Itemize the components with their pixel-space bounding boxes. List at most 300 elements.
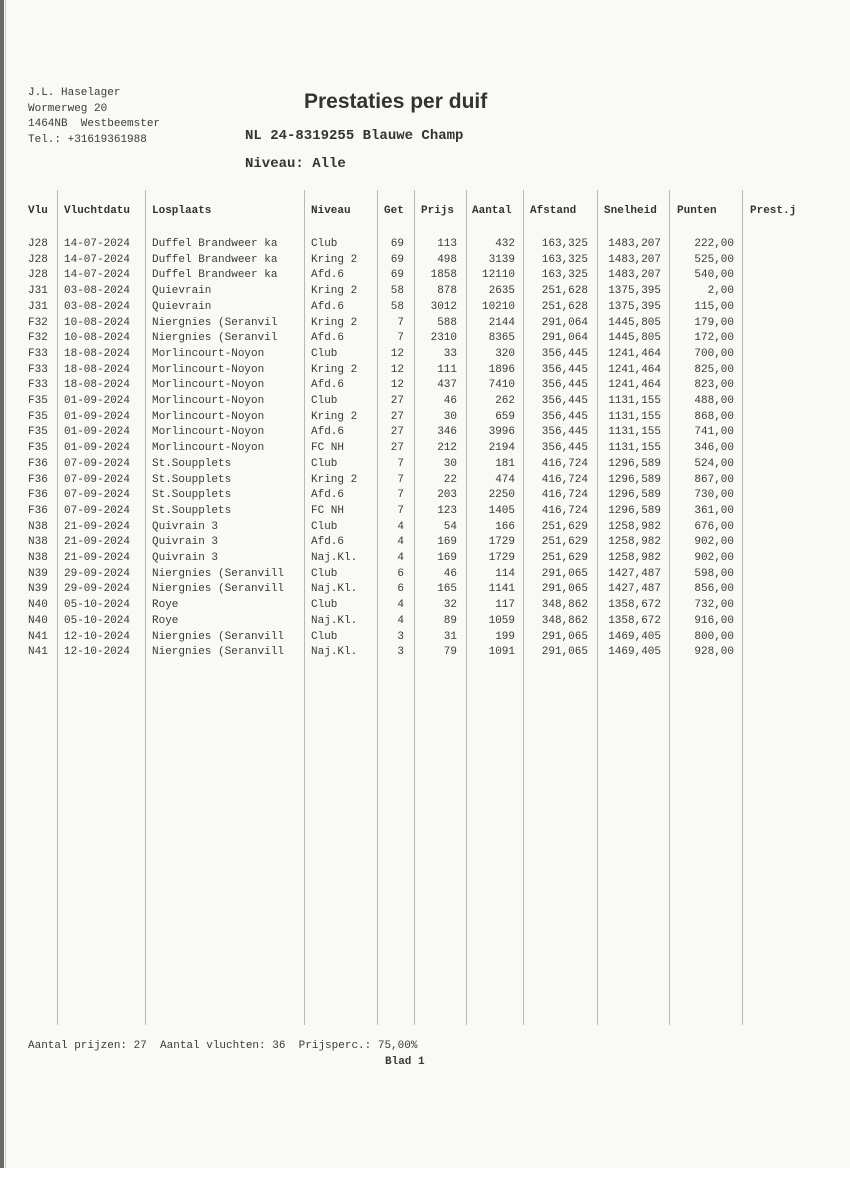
cell-losplaats: Quivrain 3 [152,520,219,533]
cell-niveau: Naj.Kl. [311,614,358,627]
header-losplaats: Losplaats [152,205,212,217]
cell-aantal: 117 [495,599,515,612]
header-prestatie: Prest.j [750,205,797,217]
table-row [0,254,850,270]
cell-afstand: 416,724 [541,457,588,470]
owner-name: J.L. Haselager [28,87,121,99]
cell-niveau: Kring 2 [311,316,358,329]
cell-snelheid: 1358,672 [608,599,661,612]
cell-vlu: J28 [28,238,48,250]
cell-aantal: 1141 [488,583,515,596]
cell-snelheid: 1483,207 [608,238,661,250]
cell-aantal: 3996 [488,426,515,439]
cell-vluchtdatum: 14-07-2024 [64,269,131,282]
table-row [0,489,850,505]
cell-prijs: 212 [437,442,457,455]
cell-get: 58 [390,300,404,313]
cell-get: 4 [397,552,404,564]
cell-losplaats: Morlincourt-Noyon [152,379,265,392]
cell-afstand: 163,325 [541,253,588,266]
cell-losplaats: Quivrain 3 [152,552,219,564]
cell-afstand: 251,628 [541,300,588,313]
table-row [0,411,850,427]
cell-losplaats: St.Soupplets [152,473,232,486]
cell-get: 4 [397,599,404,612]
cell-vluchtdatum: 10-08-2024 [64,332,131,345]
cell-afstand: 356,445 [541,379,588,392]
cell-losplaats: St.Soupplets [152,489,232,502]
cell-get: 4 [397,614,404,627]
cell-vlu: N39 [28,583,48,596]
cell-punten: 540,00 [694,269,734,282]
cell-snelheid: 1483,207 [608,269,661,282]
cell-snelheid: 1258,982 [608,536,661,549]
cell-niveau: Club [311,567,338,580]
cell-afstand: 416,724 [541,473,588,486]
cell-punten: 867,00 [694,473,734,486]
cell-vluchtdatum: 18-08-2024 [64,379,131,392]
cell-prijs: 31 [443,630,457,643]
cell-afstand: 291,065 [541,630,588,643]
cell-afstand: 348,862 [541,599,588,612]
table-row [0,458,850,474]
cell-losplaats: Duffel Brandweer ka [152,253,278,266]
cell-prijs: 113 [437,238,457,250]
cell-niveau: Afd.6 [311,536,345,549]
cell-losplaats: Niergnies (Seranvil [152,332,278,345]
cell-aantal: 10210 [481,300,515,313]
cell-vluchtdatum: 18-08-2024 [64,347,131,360]
cell-vluchtdatum: 05-10-2024 [64,614,131,627]
cell-niveau: Club [311,630,338,643]
cell-vlu: N41 [28,646,48,659]
cell-losplaats: Quievrain [152,285,212,298]
cell-prijs: 3012 [430,300,457,313]
header-get: Get [384,205,404,217]
cell-aantal: 8365 [488,332,515,345]
table-row [0,568,850,584]
cell-prijs: 346 [437,426,457,439]
cell-punten: 856,00 [694,583,734,596]
owner-city: 1464NB Westbeemster [28,118,161,130]
cell-aantal: 1405 [488,504,515,517]
cell-punten: 732,00 [694,599,734,612]
cell-get: 27 [390,395,404,407]
cell-snelheid: 1427,487 [608,567,661,580]
table-row [0,536,850,552]
cell-aantal: 1059 [488,614,515,627]
cell-get: 6 [397,583,404,596]
cell-afstand: 356,445 [541,395,588,407]
cell-get: 7 [397,332,404,345]
level-filter: Niveau: Alle [245,156,346,172]
cell-snelheid: 1258,982 [608,520,661,533]
cell-snelheid: 1358,672 [608,614,661,627]
cell-losplaats: Quievrain [152,300,212,313]
cell-niveau: Naj.Kl. [311,583,358,596]
cell-aantal: 320 [495,347,515,360]
cell-niveau: Club [311,238,338,250]
cell-losplaats: Morlincourt-Noyon [152,410,265,423]
cell-punten: 676,00 [694,520,734,533]
cell-punten: 488,00 [694,395,734,407]
cell-punten: 179,00 [694,316,734,329]
cell-prijs: 30 [443,410,457,423]
table-row [0,332,850,348]
cell-aantal: 659 [495,410,515,423]
cell-punten: 916,00 [694,614,734,627]
cell-losplaats: St.Soupplets [152,504,232,517]
cell-afstand: 251,629 [541,520,588,533]
cell-vlu: N39 [28,567,48,580]
owner-street: Wormerweg 20 [28,102,108,115]
cell-get: 12 [390,347,404,360]
cell-prijs: 169 [437,536,457,549]
cell-niveau: Kring 2 [311,363,358,376]
cell-afstand: 163,325 [541,269,588,282]
cell-vluchtdatum: 29-09-2024 [64,583,131,596]
cell-get: 27 [390,426,404,439]
cell-punten: 825,00 [694,363,734,376]
cell-niveau: Club [311,347,338,360]
cell-losplaats: St.Soupplets [152,457,232,470]
cell-vlu: F33 [28,347,48,360]
table-row [0,615,850,631]
scan-bottom [0,1168,850,1183]
owner-phone: Tel.: +31619361988 [28,133,147,146]
cell-get: 69 [390,253,404,266]
cell-afstand: 291,064 [541,332,588,345]
cell-snelheid: 1258,982 [608,552,661,564]
cell-losplaats: Niergnies (Seranvill [152,583,285,596]
cell-punten: 346,00 [694,442,734,455]
table-row [0,474,850,490]
table-row [0,426,850,442]
cell-aantal: 2194 [488,442,515,455]
cell-niveau: Afd.6 [311,489,345,502]
cell-vlu: F32 [28,332,48,345]
cell-niveau: Afd.6 [311,269,345,282]
cell-snelheid: 1296,589 [608,489,661,502]
cell-punten: 902,00 [694,536,734,549]
cell-vlu: F35 [28,442,48,455]
cell-aantal: 114 [495,567,515,580]
cell-prijs: 33 [443,347,457,360]
cell-losplaats: Morlincourt-Noyon [152,442,265,455]
cell-losplaats: Duffel Brandweer ka [152,269,278,282]
cell-losplaats: Morlincourt-Noyon [152,395,265,407]
cell-vluchtdatum: 01-09-2024 [64,426,131,439]
cell-vlu: F36 [28,457,48,470]
cell-aantal: 2144 [488,316,515,329]
cell-vluchtdatum: 07-09-2024 [64,473,131,486]
page-number: Blad 1 [385,1056,425,1068]
cell-afstand: 291,065 [541,583,588,596]
cell-punten: 800,00 [694,630,734,643]
cell-vlu: N38 [28,552,48,564]
cell-aantal: 432 [495,238,515,250]
cell-vluchtdatum: 14-07-2024 [64,253,131,266]
cell-vlu: F33 [28,379,48,392]
cell-vluchtdatum: 12-10-2024 [64,630,131,643]
cell-prijs: 22 [443,473,457,486]
cell-punten: 115,00 [694,300,734,313]
cell-afstand: 251,629 [541,536,588,549]
table-row [0,552,850,568]
cell-afstand: 348,862 [541,614,588,627]
cell-snelheid: 1241,464 [608,379,661,392]
cell-afstand: 356,445 [541,410,588,423]
table-row [0,599,850,615]
cell-losplaats: Niergnies (Seranvill [152,646,285,659]
cell-niveau: FC NH [311,504,345,517]
cell-vluchtdatum: 21-09-2024 [64,536,131,549]
cell-snelheid: 1241,464 [608,363,661,376]
cell-aantal: 12110 [481,269,515,282]
cell-aantal: 1729 [488,536,515,549]
cell-afstand: 356,445 [541,426,588,439]
cell-aantal: 262 [495,395,515,407]
header-vluchtdatum: Vluchtdatu [64,205,131,217]
cell-vluchtdatum: 21-09-2024 [64,552,131,564]
cell-get: 3 [397,646,404,659]
cell-niveau: Club [311,520,338,533]
cell-niveau: Kring 2 [311,410,358,423]
cell-vluchtdatum: 12-10-2024 [64,646,131,659]
cell-afstand: 291,065 [541,567,588,580]
cell-niveau: Club [311,599,338,612]
cell-niveau: Naj.Kl. [311,552,358,564]
table-row [0,583,850,599]
cell-punten: 222,00 [694,238,734,250]
cell-prijs: 123 [437,504,457,517]
cell-vlu: N40 [28,614,48,627]
cell-punten: 741,00 [694,426,734,439]
cell-get: 7 [397,489,404,502]
cell-get: 4 [397,520,404,533]
cell-vlu: N41 [28,630,48,643]
cell-snelheid: 1131,155 [608,426,661,439]
cell-afstand: 416,724 [541,489,588,502]
cell-prijs: 203 [437,489,457,502]
cell-prijs: 878 [437,285,457,298]
report-title: Prestaties per duif [304,90,488,113]
cell-vlu: F33 [28,363,48,376]
table-row [0,269,850,285]
cell-snelheid: 1375,395 [608,300,661,313]
cell-niveau: FC NH [311,442,345,455]
cell-losplaats: Niergnies (Seranvill [152,630,285,643]
cell-aantal: 2635 [488,285,515,298]
cell-get: 7 [397,504,404,517]
cell-prijs: 1858 [430,269,457,282]
cell-prijs: 165 [437,583,457,596]
cell-losplaats: Morlincourt-Noyon [152,426,265,439]
cell-afstand: 291,064 [541,316,588,329]
cell-vlu: F35 [28,395,48,407]
cell-aantal: 1729 [488,552,515,564]
cell-punten: 928,00 [694,646,734,659]
cell-vluchtdatum: 07-09-2024 [64,489,131,502]
cell-get: 3 [397,630,404,643]
cell-vlu: J31 [28,300,48,313]
cell-niveau: Afd.6 [311,332,345,345]
cell-vlu: J28 [28,253,48,266]
cell-vluchtdatum: 29-09-2024 [64,567,131,580]
cell-prijs: 437 [437,379,457,392]
header-niveau: Niveau [311,205,351,217]
cell-vluchtdatum: 07-09-2024 [64,504,131,517]
table-row [0,379,850,395]
cell-losplaats: Morlincourt-Noyon [152,347,265,360]
cell-prijs: 54 [443,520,457,533]
cell-snelheid: 1445,805 [608,316,661,329]
cell-vluchtdatum: 01-09-2024 [64,442,131,455]
cell-punten: 700,00 [694,347,734,360]
cell-punten: 730,00 [694,489,734,502]
cell-punten: 868,00 [694,410,734,423]
cell-punten: 2,00 [707,285,734,298]
cell-get: 7 [397,316,404,329]
cell-prijs: 588 [437,316,457,329]
cell-get: 58 [390,285,404,298]
cell-niveau: Kring 2 [311,285,358,298]
cell-afstand: 356,445 [541,347,588,360]
cell-losplaats: Roye [152,599,179,612]
header-snelheid: Snelheid [604,205,657,217]
cell-snelheid: 1445,805 [608,332,661,345]
header-punten: Punten [677,205,717,217]
cell-prijs: 79 [443,646,457,659]
table-row [0,646,850,662]
cell-aantal: 199 [495,630,515,643]
cell-vlu: F36 [28,473,48,486]
cell-vlu: F35 [28,426,48,439]
table-row [0,505,850,521]
table-row [0,317,850,333]
cell-get: 7 [397,457,404,470]
cell-vlu: F36 [28,489,48,502]
cell-vlu: N38 [28,536,48,549]
cell-afstand: 356,445 [541,363,588,376]
cell-niveau: Kring 2 [311,473,358,486]
cell-get: 6 [397,567,404,580]
cell-snelheid: 1131,155 [608,442,661,455]
cell-vlu: J28 [28,269,48,282]
cell-punten: 823,00 [694,379,734,392]
cell-punten: 524,00 [694,457,734,470]
cell-snelheid: 1131,155 [608,410,661,423]
cell-vluchtdatum: 05-10-2024 [64,599,131,612]
cell-get: 69 [390,238,404,250]
cell-snelheid: 1296,589 [608,473,661,486]
cell-aantal: 3139 [488,253,515,266]
cell-vluchtdatum: 03-08-2024 [64,300,131,313]
cell-get: 69 [390,269,404,282]
cell-aantal: 166 [495,520,515,533]
cell-prijs: 46 [443,567,457,580]
cell-vlu: J31 [28,285,48,298]
cell-vlu: N38 [28,520,48,533]
cell-prijs: 89 [443,614,457,627]
owner-address [28,86,160,148]
cell-punten: 172,00 [694,332,734,345]
table-row [0,348,850,364]
cell-prijs: 46 [443,395,457,407]
cell-prijs: 169 [437,552,457,564]
cell-vlu: N40 [28,599,48,612]
cell-vluchtdatum: 07-09-2024 [64,457,131,470]
cell-vluchtdatum: 18-08-2024 [64,363,131,376]
cell-afstand: 291,065 [541,646,588,659]
cell-snelheid: 1241,464 [608,347,661,360]
cell-snelheid: 1427,487 [608,583,661,596]
cell-punten: 598,00 [694,567,734,580]
cell-niveau: Kring 2 [311,253,358,266]
cell-niveau: Afd.6 [311,426,345,439]
cell-aantal: 1896 [488,363,515,376]
cell-vlu: F35 [28,410,48,423]
cell-prijs: 2310 [430,332,457,345]
cell-punten: 525,00 [694,253,734,266]
cell-get: 27 [390,410,404,423]
cell-losplaats: Niergnies (Seranvill [152,567,285,580]
table-row [0,238,850,254]
cell-snelheid: 1469,405 [608,646,661,659]
cell-aantal: 474 [495,473,515,486]
table-row [0,395,850,411]
cell-punten: 902,00 [694,552,734,564]
cell-prijs: 32 [443,599,457,612]
cell-afstand: 416,724 [541,504,588,517]
cell-prijs: 30 [443,457,457,470]
cell-snelheid: 1469,405 [608,630,661,643]
summary-line: Aantal prijzen: 27 Aantal vluchten: 36 Prijsperc.: 75,00% [28,1040,418,1052]
header-prijs: Prijs [421,205,455,217]
cell-get: 12 [390,379,404,392]
cell-get: 12 [390,363,404,376]
cell-losplaats: Duffel Brandweer ka [152,238,278,250]
cell-losplaats: Morlincourt-Noyon [152,363,265,376]
cell-snelheid: 1375,395 [608,285,661,298]
cell-niveau: Club [311,395,338,407]
cell-niveau: Club [311,457,338,470]
cell-snelheid: 1483,207 [608,253,661,266]
cell-vluchtdatum: 01-09-2024 [64,395,131,407]
cell-afstand: 251,629 [541,552,588,564]
cell-snelheid: 1131,155 [608,395,661,407]
pigeon-ring: NL 24-8319255 Blauwe Champ [245,128,464,144]
cell-losplaats: Quivrain 3 [152,536,219,549]
cell-vlu: F36 [28,504,48,517]
cell-punten: 361,00 [694,504,734,517]
header-aantal: Aantal [472,205,512,217]
table-row [0,442,850,458]
header-vlu: Vlu [28,205,48,217]
cell-afstand: 356,445 [541,442,588,455]
cell-prijs: 111 [437,363,457,376]
table-row [0,301,850,317]
cell-snelheid: 1296,589 [608,457,661,470]
cell-get: 27 [390,442,404,455]
table-row [0,631,850,647]
cell-vlu: F32 [28,316,48,329]
cell-aantal: 7410 [488,379,515,392]
cell-prijs: 498 [437,253,457,266]
cell-losplaats: Niergnies (Seranvil [152,316,278,329]
header-afstand: Afstand [530,205,577,217]
table-row [0,521,850,537]
